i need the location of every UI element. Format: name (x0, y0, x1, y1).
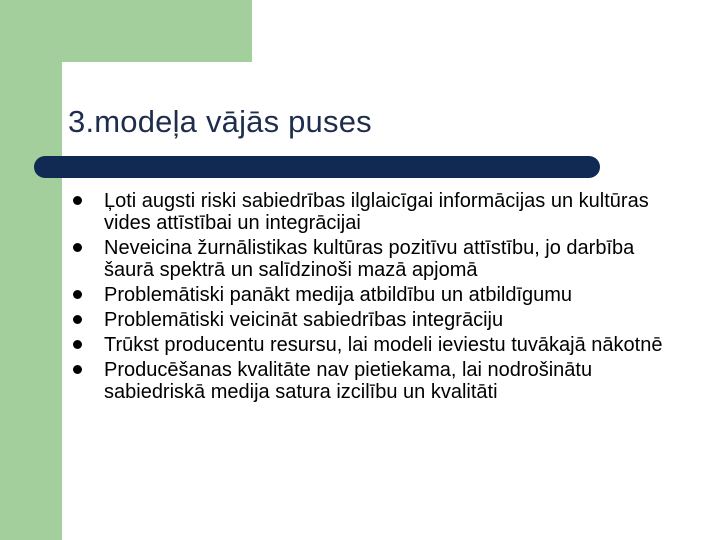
bullet-item (70, 190, 670, 234)
bullet-text: Producēšanas kvalitāte nav pietiekama, lai nodrošinātu sabiedriskā medija satura izcilību un kvalitāti (104, 359, 593, 403)
bullet-item (70, 237, 670, 281)
title-underline-bar (34, 156, 600, 178)
bullet-text: Trūkst producentu resursu, lai modeli ieviestu tuvākajā nākotnē (104, 334, 663, 356)
bullet-text: Problemātiski panākt medija atbildību un atbildīgumu (104, 284, 573, 306)
bullet-item (70, 334, 670, 356)
slide-title: 3.modeļa vājās puses (68, 104, 372, 139)
bullet-dot-icon (73, 243, 82, 252)
bullet-list (70, 190, 670, 406)
bullet-text: Ļoti augsti riski sabiedrības ilglaicīgai informācijas un kultūras vides attīstībai un integrācijai (104, 190, 649, 234)
bullet-dot-icon (73, 315, 82, 324)
bullet-item (70, 309, 670, 331)
bullet-text: Neveicina žurnālistikas kultūras pozitīvu attīstību, jo darbība šaurā spektrā un salīdzinoši mazā apjomā (104, 237, 635, 281)
bullet-dot-icon (73, 365, 82, 374)
bullet-text: Problemātiski veicināt sabiedrības integrāciju (104, 309, 504, 331)
bullet-dot-icon (73, 196, 82, 205)
bullet-item (70, 359, 670, 403)
bullet-dot-icon (73, 290, 82, 299)
bullet-item (70, 284, 670, 306)
green-decor-left (0, 0, 62, 540)
bullet-dot-icon (73, 340, 82, 349)
